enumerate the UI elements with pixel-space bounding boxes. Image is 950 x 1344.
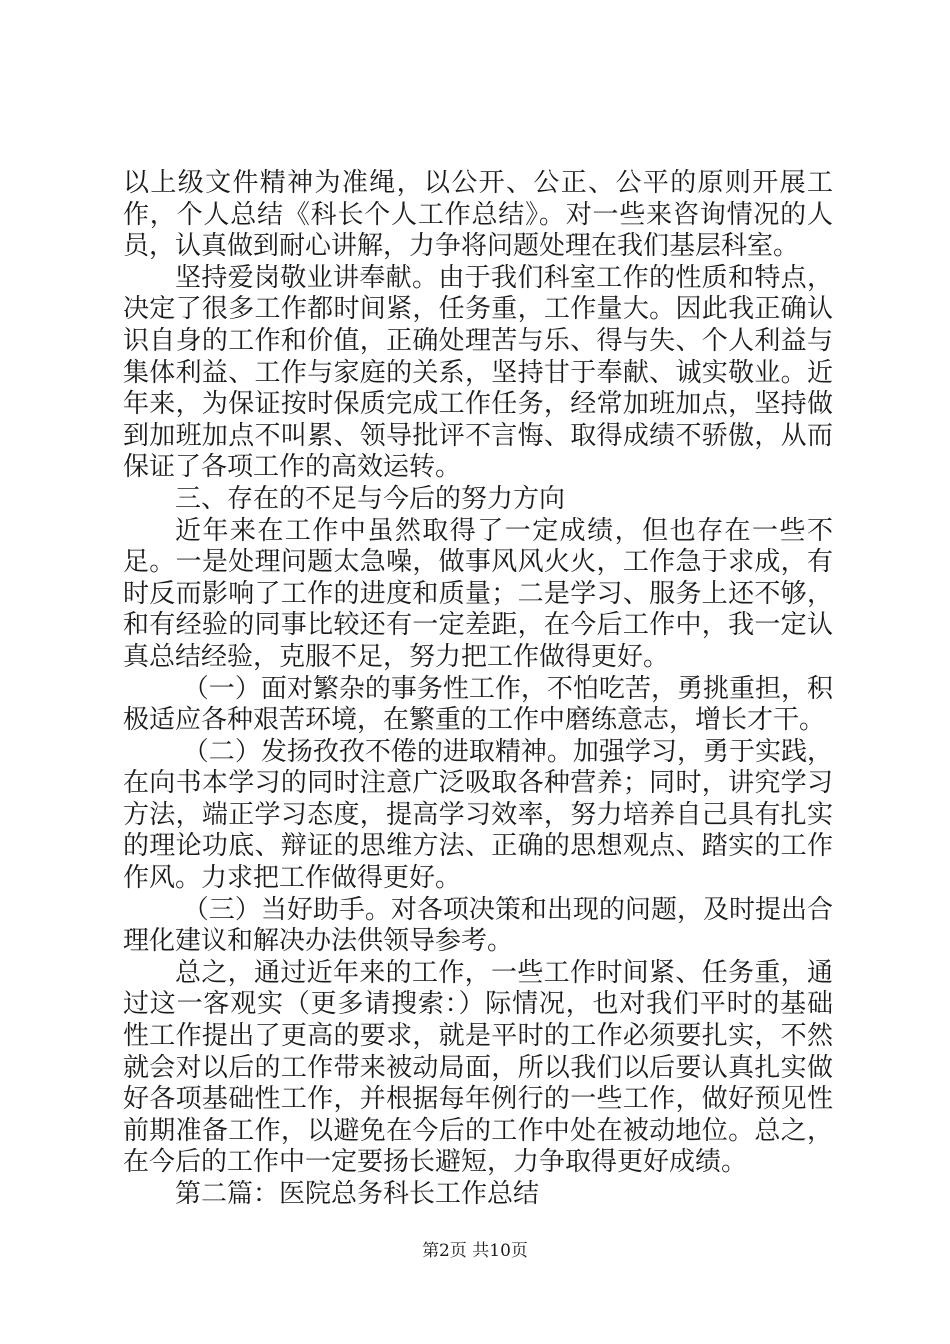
page-number-footer: 第2页 共10页 [422, 1241, 528, 1261]
body-paragraph: 坚持爱岗敬业讲奉献。由于我们科室工作的性质和特点，决定了很多工作都时间紧，任务重，工作量大。因此我正确认识自身的工作和价值，正确处理苦与乐、得与失、个人利益与集体利益、工作与家庭的关系，坚持甘于奉献、诚实敬业。近年来，为保证按时保质完成工作任务，经常加班加点，坚持做到加班加点不叫累、领导批评不言悔、取得成绩不骄傲，从而保证了各项工作的高效运转。 [123, 262, 833, 483]
document-body [123, 168, 833, 1211]
body-paragraph: 近年来在工作中虽然取得了一定成绩，但也存在一些不足。一是处理问题太急噪，做事风风火火，工作急于求成，有时反而影响了工作的进度和质量；二是学习、服务上还不够，和有经验的同事比较还有一定差距，在今后工作中，我一定认真总结经验，克服不足，努力把工作做得更好。 [123, 515, 833, 672]
list-item: （三）当好助手。对各项决策和出现的问题，及时提出合理化建议和解决办法供领导参考。 [123, 894, 833, 957]
list-item: （一）面对繁杂的事务性工作，不怕吃苦，勇挑重担，积极适应各种艰苦环境，在繁重的工作中磨练意志，增长才干。 [123, 673, 833, 736]
section-heading: 三、存在的不足与今后的努力方向 [175, 483, 566, 514]
chapter-heading: 第二篇：医院总务科长工作总结 [175, 1179, 540, 1209]
body-paragraph: 总之，通过近年来的工作，一些工作时间紧、任务重，通过这一客观实（更多请搜索：）际情况，也对我们平时的基础性工作提出了更高的要求，就是平时的工作必须要扎实，不然就会对以后的工作带来被动局面，所以我们以后要认真扎实做好各项基础性工作，并根据每年例行的一些工作，做好预见性前期准备工作，以避免在今后的工作中处在被动地位。总之，在今后的工作中一定要扬长避短，力争取得更好成绩。 [123, 957, 833, 1178]
list-item: （二）发扬孜孜不倦的进取精神。加强学习，勇于实践，在向书本学习的同时注意广泛吸取各种营养；同时，讲究学习方法，端正学习态度，提高学习效率，努力培养自己具有扎实的理论功底、辩证的思维方法、正确的思想观点、踏实的工作作风。力求把工作做得更好。 [123, 736, 833, 894]
body-paragraph: 以上级文件精神为准绳，以公开、公正、公平的原则开展工作，个人总结《科长个人工作总结》。对一些来咨询情况的人员，认真做到耐心讲解，力争将问题处理在我们基层科室。 [123, 168, 833, 262]
